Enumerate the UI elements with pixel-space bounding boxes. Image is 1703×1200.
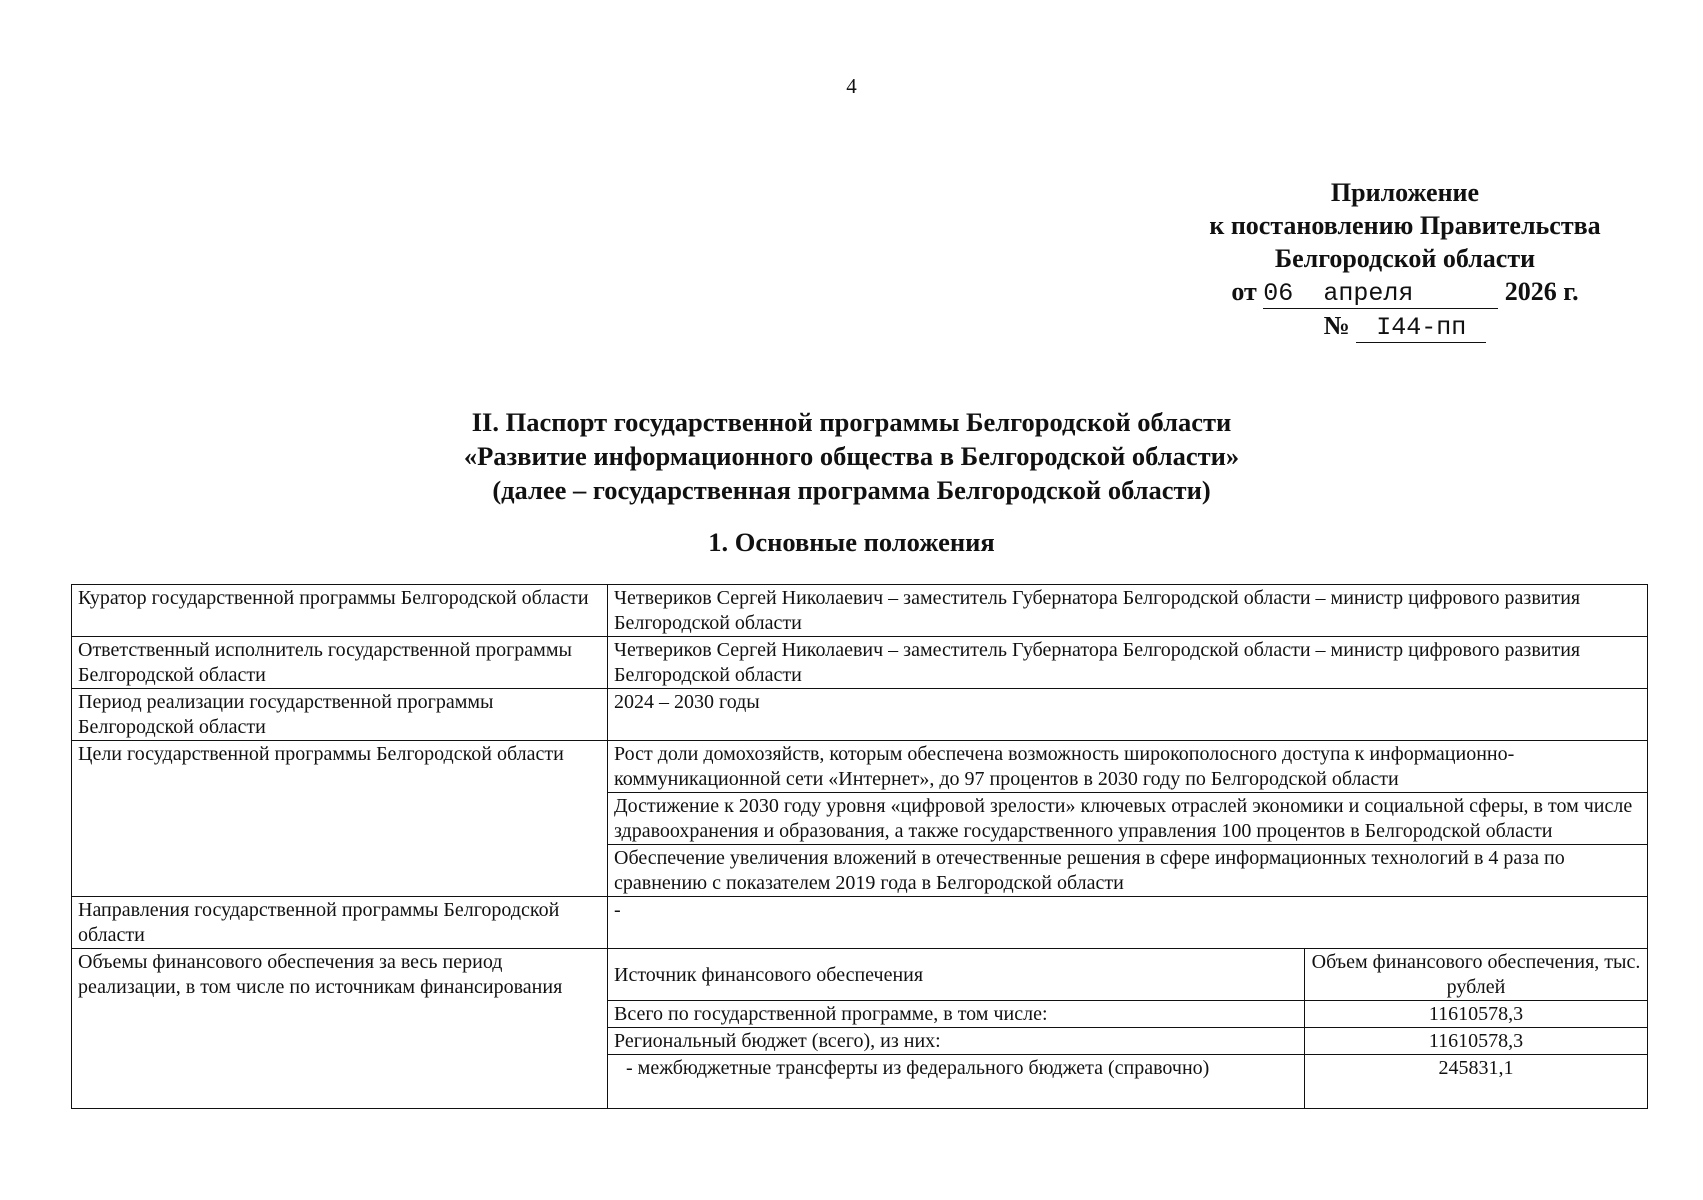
finance-value: 245831,1 [1305,1055,1648,1109]
finance-header-row [608,949,1647,1001]
date-field [1263,280,1498,309]
passport-table [71,584,1648,1109]
date-month: апреля [1323,279,1414,308]
finance-row [608,1028,1647,1055]
title-line: «Развитие информационного общества в Белгородской области» [463,441,1240,471]
row-label: Период реализации государственной программы Белгородской области [72,689,608,741]
title-line: (далее – государственная программа Белгородской области) [492,475,1211,505]
appendix-title: Приложение [1330,178,1480,207]
appendix-date [1180,275,1630,309]
table-row [72,949,1648,1109]
number-prefix: № [1323,311,1350,340]
finance-value: 11610578,3 [1305,1001,1648,1028]
finance-row [608,1001,1647,1028]
finance-table [608,949,1647,1108]
row-label: Направления государственной программы Белгородской области [72,897,608,949]
finance-cell [608,949,1648,1109]
row-value: 2024 – 2030 годы [608,689,1648,741]
finance-header-volume: Объем финансового обеспечения, тыс. рублей [1305,949,1648,1001]
table-row [72,741,1648,793]
page-number: 4 [846,74,857,98]
appendix-number [1180,309,1630,343]
row-label: Объемы финансового обеспечения за весь период реализации, в том числе по источникам финансирования [72,949,608,1109]
row-value: Четвериков Сергей Николаевич – заместитель Губернатора Белгородской области – министр цифрового развития Белгородской области [608,585,1648,637]
row-label: Цели государственной программы Белгородской области [72,741,608,897]
section-title: 1. Основные положения [708,527,995,557]
finance-header-source: Источник финансового обеспечения [608,949,1305,1001]
date-prefix: от [1231,277,1257,306]
finance-value: 11610578,3 [1305,1028,1648,1055]
number-value: I44-пп [1356,314,1486,343]
appendix-line: к постановлению Правительства [1209,211,1601,240]
appendix-block [1180,176,1630,343]
finance-source: Региональный бюджет (всего), из них: [608,1028,1305,1055]
title-line: II. Паспорт государственной программы Белгородской области [471,407,1232,437]
row-value: - [608,897,1648,949]
goal-item: Рост доли домохозяйств, которым обеспечена возможность широкополосного доступа к информационно-коммуникационной сети «Интернет», до 97 процентов в 2030 году по Белгородской области [608,741,1648,793]
goal-item: Достижение к 2030 году уровня «цифровой зрелости» ключевых отраслей экономики и социальной сферы, в том числе здравоохранения и образования, а также государственного управления 100 процентов в Белгородской области [608,793,1648,845]
date-year: 2026 г. [1504,277,1579,306]
appendix-region: Белгородской области [1274,244,1536,273]
document-title [0,405,1703,507]
table-row [72,689,1648,741]
date-day: 06 [1263,279,1294,308]
finance-source: Всего по государственной программе, в том числе: [608,1001,1305,1028]
finance-row [608,1055,1647,1109]
finance-source: - межбюджетные трансферты из федерального бюджета (справочно) [608,1055,1305,1109]
row-value: Четвериков Сергей Николаевич – заместитель Губернатора Белгородской области – министр цифрового развития Белгородской области [608,637,1648,689]
row-label: Куратор государственной программы Белгородской области [72,585,608,637]
table-row [72,637,1648,689]
goal-item: Обеспечение увеличения вложений в отечественные решения в сфере информационных технологий в 4 раза по сравнению с показателем 2019 года в Белгородской области [608,845,1648,897]
table-row [72,585,1648,637]
row-label: Ответственный исполнитель государственной программы Белгородской области [72,637,608,689]
table-row [72,897,1648,949]
